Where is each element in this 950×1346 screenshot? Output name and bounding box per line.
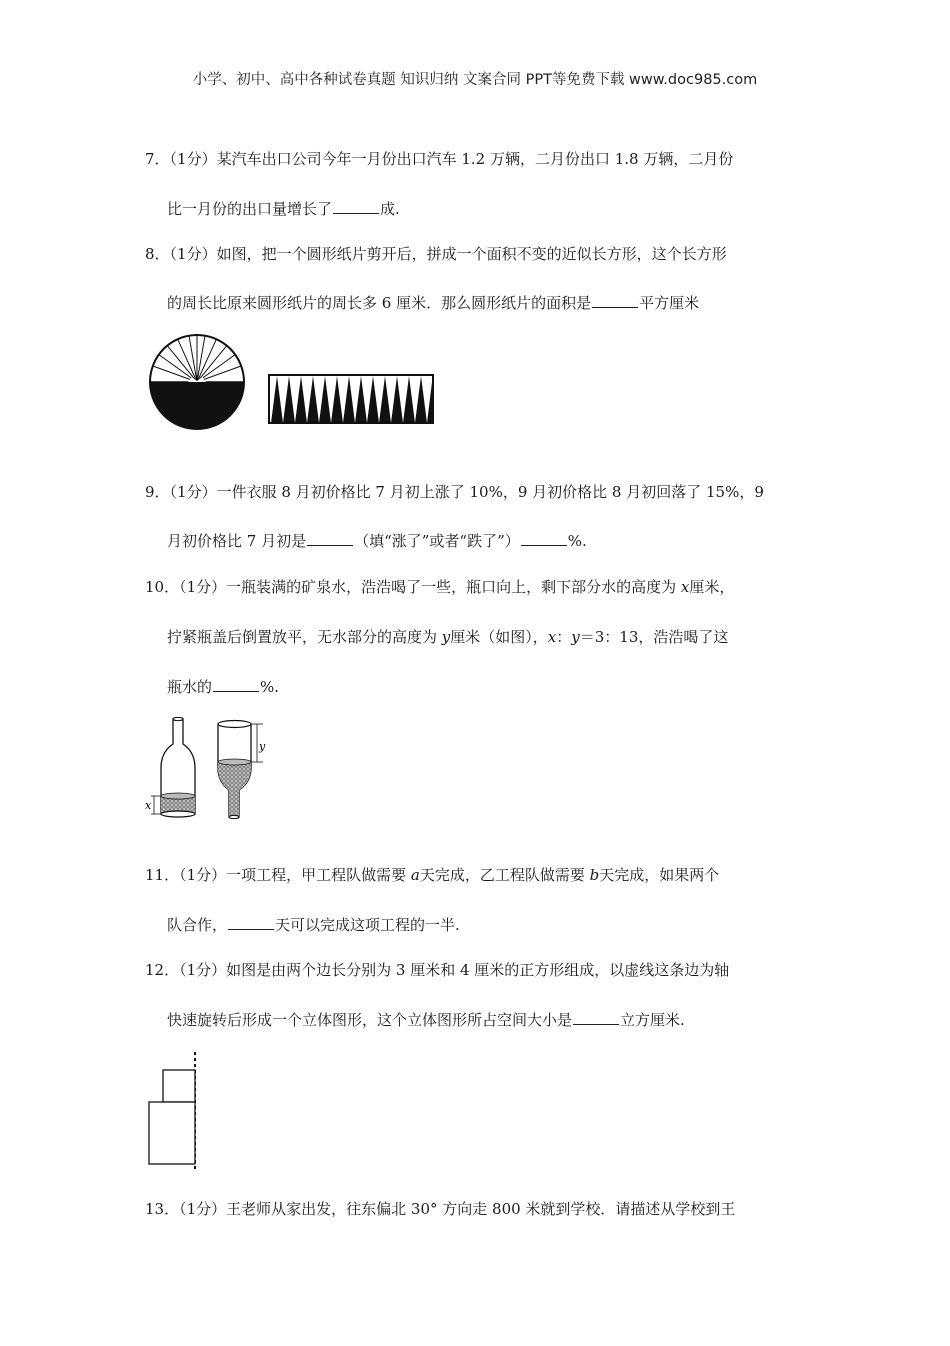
q9-text-c: %. [567,532,587,550]
q10-var-x2: x [547,628,557,646]
q9-answer-blank-1[interactable] [307,531,353,546]
q10-var-y2: y [571,628,580,646]
q10-var-y: y [441,628,451,646]
q11-line2 [167,914,460,935]
q11-text-1c: 天完成，如果两个 [599,866,720,884]
q11-text-2b: 天可以完成这项工程的一半. [275,916,460,934]
q10-text-3a: 瓶水的 [167,678,213,696]
q11-answer-blank[interactable] [228,915,274,930]
q10-text-3b: %. [260,678,280,696]
q7-text-a: 比一月份的出口量增长了 [167,200,333,218]
q11-text-1b: 天完成，乙工程队做需要 [419,866,590,884]
q13-line1: 13．（1分）王老师从家出发，往东偏北 30° 方向走 800 米就到学校．请描述从学校到王 [145,1200,736,1218]
q12-line1: 12．（1分）如图是由两个边长分别为 3 厘米和 4 厘米的正方形组成，以虚线这条边为轴 [145,961,730,979]
q12-text-b: 立方厘米. [620,1011,685,1029]
q12-line2 [167,1009,685,1030]
q8-answer-blank[interactable] [592,293,638,308]
q9-line1: 9．（1分）一件衣服 8 月初价格比 7 月初上涨了 10%，9 月初价格比 8 月初回落了 15%，9 [145,483,764,501]
q8-line1: 8．（1分）如图，把一个圆形纸片剪开后，拼成一个面积不变的近似长方形，这个长方形 [145,245,727,263]
q10-fig-label-x: x [145,799,152,812]
page-header: 小学、初中、高中各种试卷真题 知识归纳 文案合同 PPT等免费下载 www.doc985.com [192,72,758,88]
q12-text-a: 快速旋转后形成一个立体图形，这个立体图形所占空间大小是 [167,1011,573,1029]
q8-circle-figure [148,333,246,431]
q12-squares-figure [145,1050,205,1172]
q8-rectangle-figure [268,374,434,424]
q8-text-a: 的周长比原来圆形纸片的周长多 6 厘米．那么圆形纸片的面积是 [167,294,592,312]
q10-line1 [145,576,734,597]
q7-line1: 7．（1分）某汽车出口公司今年一月份出口汽车 1.2 万辆，二月份出口 1.8 万辆，二月份 [145,150,734,168]
q8-text-b: 平方厘米 [639,294,700,312]
q10-text-2b: 厘米（如图）， [450,628,548,646]
q11-text-1a: 11．（1分）一项工程，甲工程队做需要 [145,866,411,884]
q10-fig-label-y: y [259,740,266,753]
q11-var-a: a [410,866,420,884]
q10-bottle-figure [143,716,273,822]
q10-answer-blank[interactable] [213,677,259,692]
q10-text-1b: 厘米， [689,578,735,596]
q7-text-b: 成. [380,200,400,218]
q9-answer-blank-2[interactable] [521,531,567,546]
q9-line2 [167,530,587,551]
q7-line2 [167,198,400,219]
q10-text-2c: ： [556,628,572,646]
q11-text-2a: 队合作， [167,916,228,934]
q8-line2 [167,292,699,313]
q10-text-2a: 拧紧瓶盖后倒置放平，无水部分的高度为 [167,628,442,646]
q10-line2 [167,626,728,647]
q10-text-1a: 10．（1分）一瓶装满的矿泉水，浩浩喝了一些，瓶口向上，剩下部分水的高度为 [145,578,681,596]
q7-answer-blank[interactable] [333,199,379,214]
q10-var-x: x [680,578,690,596]
q11-var-b: b [589,866,600,884]
q9-text-a: 月初价格比 7 月初是 [167,532,307,550]
q9-text-b: （填“涨了”或者“跌了”） [354,532,520,550]
q10-line3 [167,676,279,697]
q11-line1 [145,864,719,885]
q10-text-2d: ＝3：13，浩浩喝了这 [579,628,729,646]
q12-answer-blank[interactable] [573,1010,619,1025]
